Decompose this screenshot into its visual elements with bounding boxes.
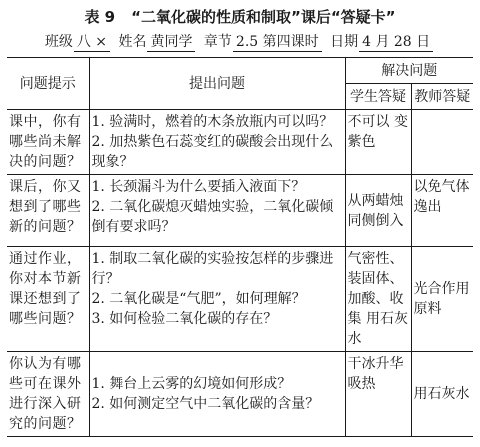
- teacher-answer-cell: 用石灰水: [411, 352, 473, 437]
- student-info-line: [7, 30, 473, 54]
- question-item: 3. 如何检验二氧化碳的存在？: [91, 311, 278, 327]
- class-value: 八 ×: [74, 34, 110, 52]
- prompt-cell: 你认为有哪些可在课外进行深入研究的问题？: [7, 352, 89, 437]
- header-prompt: 问题提示: [7, 58, 89, 110]
- question-item: 2. 如何测定空气中二氧化碳的含量？: [91, 396, 320, 412]
- table-title-text: “二氧化碳的性质和制取”课后“答疑卡”: [131, 8, 396, 26]
- question-item: 1. 验满时，燃着的木条放瓶内可以吗？: [91, 114, 334, 130]
- table-row: [7, 352, 473, 437]
- header-solve: 解决问题: [345, 58, 473, 84]
- question-item: 2. 加热紫色石蕊变红的碳酸会出现什么现象？: [91, 134, 334, 170]
- date-value: 4 月 28 日: [359, 34, 433, 52]
- prompt-cell: 课中，你有哪些尚未解决的问题？: [7, 110, 89, 175]
- prompt-cell: 通过作业，你对本节新课还想到了哪些问题？: [7, 247, 89, 352]
- teacher-answer-cell: 光合作用原料: [411, 247, 473, 352]
- teacher-answer-cell: [411, 110, 473, 175]
- table-row: [7, 110, 473, 175]
- student-answer-cell: 从两蜡烛同侧倒入: [345, 175, 411, 247]
- table-number: 表 9: [84, 8, 116, 26]
- chapter-label: 章节: [203, 34, 232, 50]
- prompt-cell: 课后，你又想到了哪些新的问题？: [7, 175, 89, 247]
- header-student: 学生答疑: [345, 84, 411, 110]
- name-label: 姓名: [118, 34, 147, 50]
- header-row: [7, 58, 473, 84]
- student-answer-cell: 不可以 变紫色: [345, 110, 411, 175]
- name-value: 黄同学: [147, 34, 195, 52]
- question-cell: [89, 247, 345, 352]
- table-row: [7, 247, 473, 352]
- question-cell: [89, 352, 345, 437]
- question-item: 1. 舞台上云雾的幻境如何形成？: [91, 376, 292, 392]
- question-cell: [89, 175, 345, 247]
- date-label: 日期: [330, 34, 359, 50]
- table-title: [7, 6, 473, 28]
- table-row: [7, 175, 473, 247]
- student-answer-cell: 气密性、装固体、加酸、收集 用石灰水: [345, 247, 411, 352]
- question-cell: [89, 110, 345, 175]
- question-item: 1. 长颈漏斗为什么要插入液面下？: [91, 179, 306, 195]
- chapter-value: 2.5 第四课时: [233, 34, 322, 52]
- question-item: 2. 二氧化碳是“气肥”，如何理解？: [91, 291, 306, 307]
- question-item: 2. 二氧化碳熄灭蜡烛实验，二氧化碳倾倒有要求吗？: [91, 199, 334, 235]
- header-question: 提出问题: [89, 58, 345, 110]
- question-item: 1. 制取二氧化碳的实验按怎样的步骤进行？: [91, 251, 334, 287]
- class-label: 班级: [44, 34, 73, 50]
- answer-card-table: [7, 57, 473, 437]
- teacher-answer-cell: 以免气体逸出: [411, 175, 473, 247]
- header-teacher: 教师答疑: [411, 84, 473, 110]
- student-answer-cell: 干冰升华吸热: [345, 352, 411, 437]
